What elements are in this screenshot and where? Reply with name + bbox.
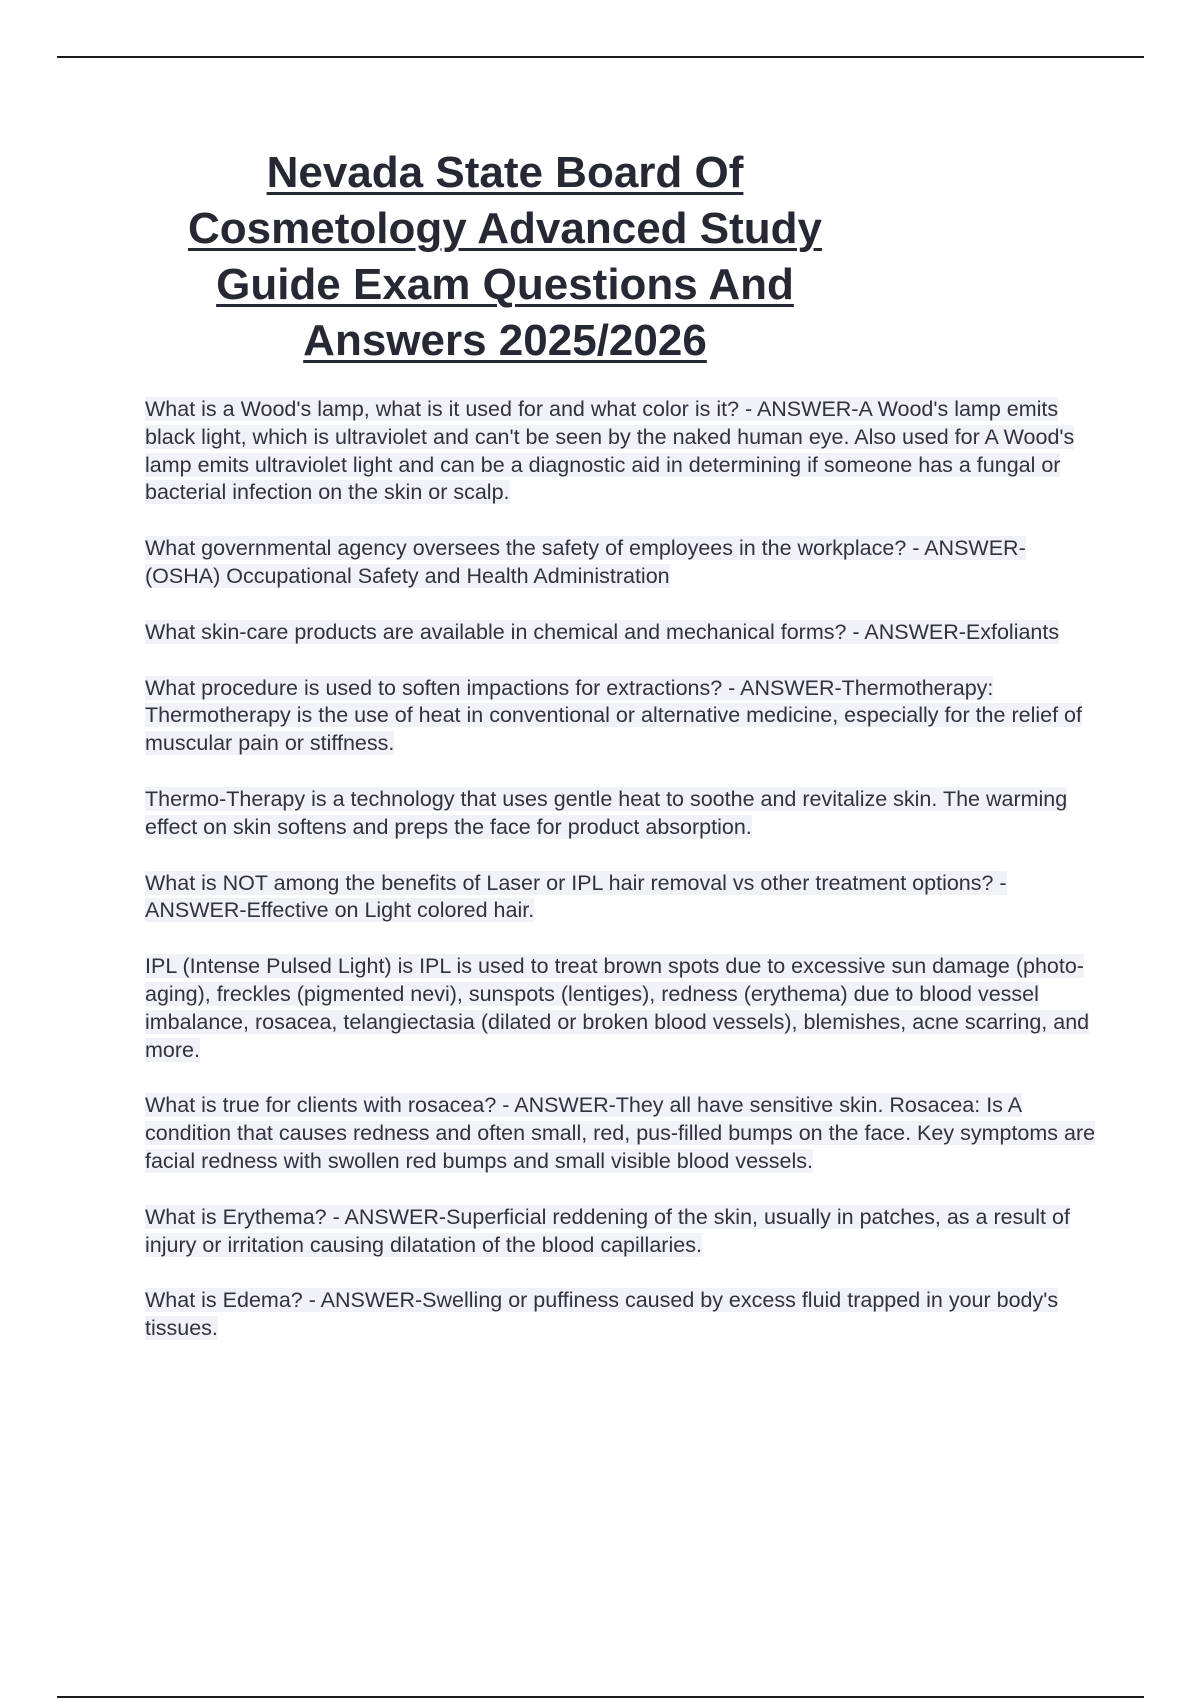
qa-entry [145, 396, 1100, 507]
qa-entry [145, 953, 1100, 1064]
qa-text: What is Erythema? - ANSWER-Superficial reddening of the skin, usually in patches, as a result of injury or irritation causing dilatation of the blood capillaries. [145, 1204, 1070, 1257]
qa-entry [145, 535, 1100, 591]
title-line: Nevada State Board Of [266, 148, 744, 197]
bottom-rule [57, 1696, 1144, 1698]
qa-text: What is a Wood's lamp, what is it used for and what color is it? - ANSWER-A Wood's lamp emits black light, which is ultraviolet and can't be seen by the naked human eye. Also used for A Wood's lamp emits ultraviolet light and can be a diagnostic aid in determining if someone has a fungal or bacterial infection on the skin or scalp. [145, 397, 1075, 505]
qa-text: What governmental agency oversees the safety of employees in the workplace? - ANSWER-(OSHA) Occupational Safety and Health Administration [145, 536, 1026, 588]
page-title [110, 145, 900, 369]
qa-entry [145, 1092, 1100, 1175]
qa-text: What is true for clients with rosacea? - ANSWER-They all have sensitive skin. Rosacea: Is A condition that causes redness and often small, red, pus-filled bumps on the face. Key symptoms are facial redness with swollen red bumps and small visible blood vessels. [145, 1093, 1096, 1173]
qa-text: What is Edema? - ANSWER-Swelling or puffiness caused by excess fluid trapped in your body's tissues. [145, 1288, 1059, 1341]
qa-text: What is NOT among the benefits of Laser or IPL hair removal vs other treatment options? - ANSWER-Effective on Light colored hair. [145, 870, 1007, 923]
title-line: Guide Exam Questions And [216, 260, 794, 309]
qa-text: Thermo-Therapy is a technology that uses gentle heat to soothe and revitalize skin. The warming effect on skin softens and preps the face for product absorption. [145, 786, 1068, 839]
qa-text: What procedure is used to soften impactions for extractions? - ANSWER-Thermotherapy: Thermotherapy is the use of heat in conventional or alternative medicine, especially for the relief of muscular pain or stiffness. [145, 675, 1082, 756]
qa-entry [145, 1287, 1100, 1343]
qa-list [145, 396, 1100, 1371]
title-line: Cosmetology Advanced Study [187, 204, 823, 253]
title-line: Answers 2025/2026 [303, 316, 707, 365]
qa-entry [145, 1204, 1100, 1260]
qa-text: What skin-care products are available in chemical and mechanical forms? - ANSWER-Exfoliants [145, 619, 1060, 644]
qa-text: IPL (Intense Pulsed Light) is IPL is used to treat brown spots due to excessive sun damage (photo-aging), freckles (pigmented nevi), sunspots (lentiges), redness (erythema) due to blood vessel imbalance, rosacea, telangiectasia (dilated or broken blood vessels), blemishes, acne scarring, and more. [145, 954, 1090, 1062]
qa-entry [145, 870, 1100, 926]
qa-entry [145, 675, 1100, 758]
top-rule [57, 56, 1144, 58]
qa-entry [145, 619, 1100, 647]
qa-entry [145, 786, 1100, 842]
